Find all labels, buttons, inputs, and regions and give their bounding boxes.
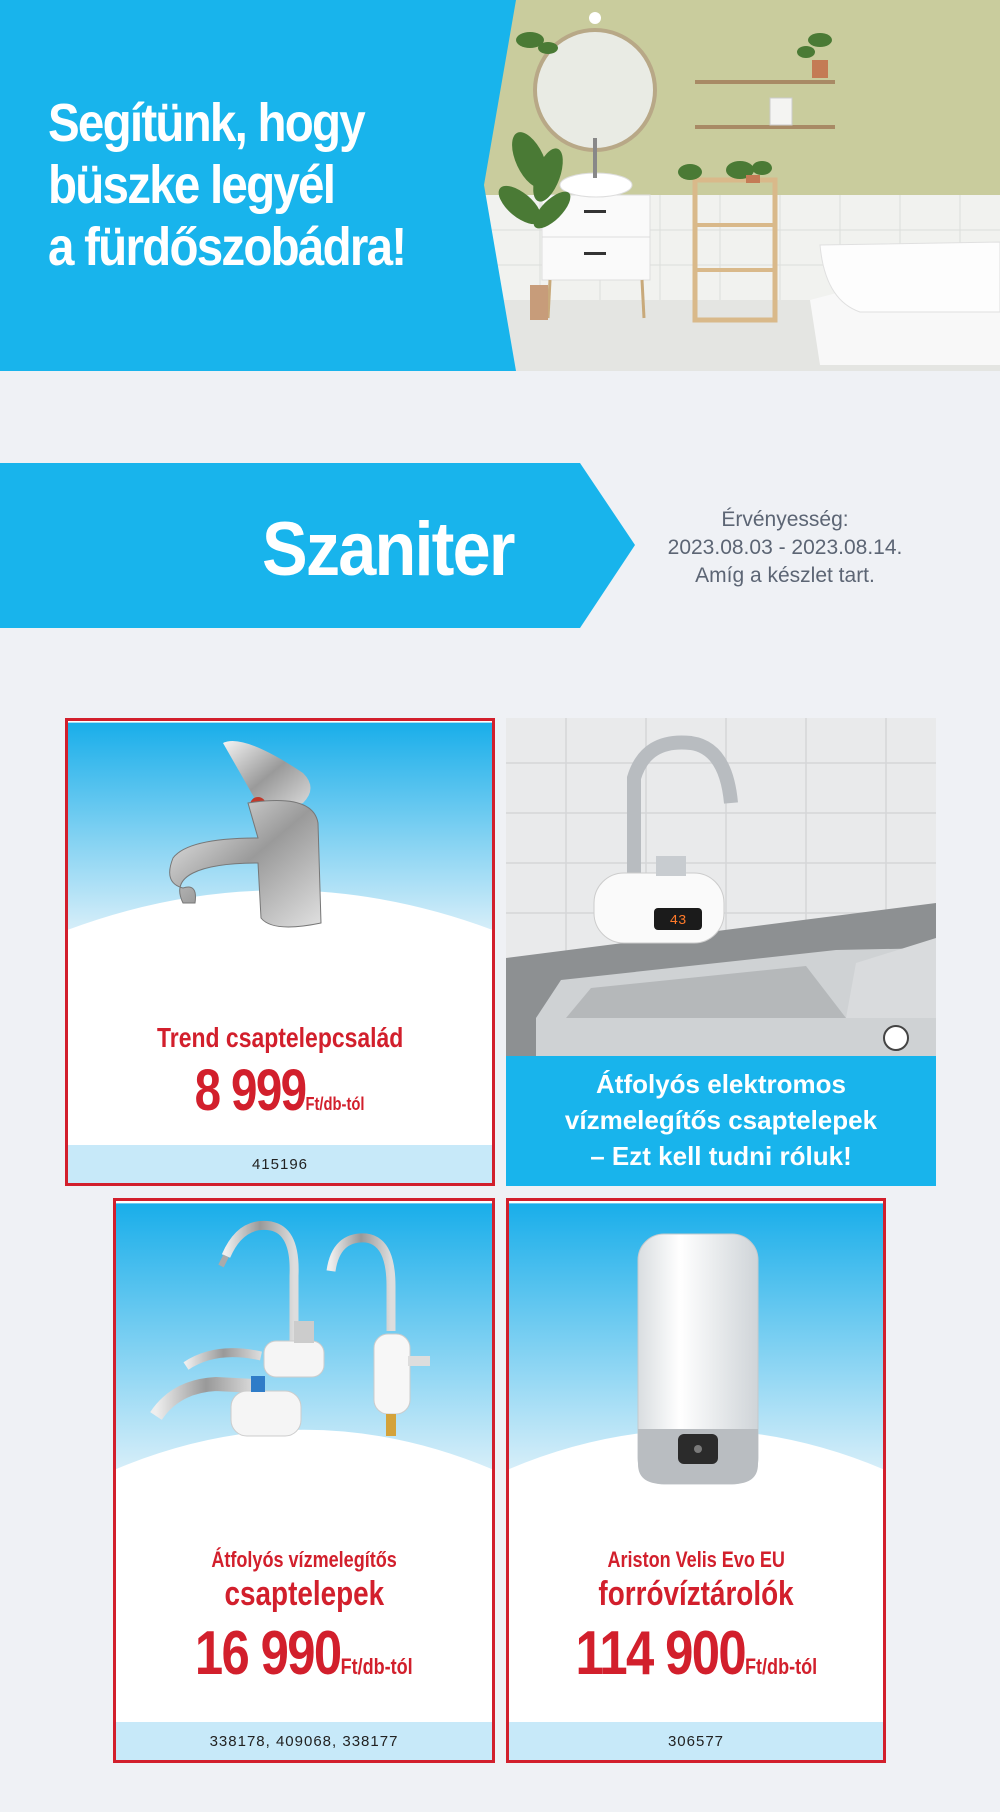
article-title-line: vízmelegítős csaptelepek	[564, 1105, 878, 1135]
price-unit: Ft/db-tól	[305, 1094, 365, 1114]
article-title-line: Átfolyós elektromos	[596, 1069, 846, 1099]
water-heater-image	[633, 1229, 763, 1499]
product-card-instant-heater-faucets[interactable]	[113, 1198, 495, 1763]
hero-title-line: büszke legyél	[48, 155, 335, 215]
hero-title-line: Segítünk, hogy	[48, 93, 364, 153]
article-card[interactable]	[506, 718, 936, 1186]
validity-dates: 2023.08.03 - 2023.08.14.	[667, 536, 903, 559]
product-codes: 306577	[509, 1722, 883, 1760]
price-value: 8 999	[195, 1058, 306, 1123]
product-price	[116, 1619, 492, 1705]
hero-banner[interactable]	[0, 0, 1000, 371]
product-name: Trend csaptelepcsalád	[156, 1022, 404, 1053]
product-name-line2: csaptelepek	[224, 1575, 384, 1613]
hero-title	[48, 92, 435, 278]
product-card-ariston-water-heater[interactable]	[506, 1198, 886, 1763]
product-name-line1: Ariston Velis Evo EU	[607, 1547, 785, 1572]
product-codes: 338178, 409068, 338177	[116, 1722, 492, 1760]
price-value: 16 990	[195, 1619, 341, 1688]
product-codes: 415196	[68, 1145, 492, 1183]
product-name-line2: forróvíztárolók	[598, 1575, 794, 1613]
single-lever-faucet-image	[153, 733, 393, 943]
price-unit: Ft/db-tól	[340, 1654, 413, 1679]
validity-label: Érvényesség:	[721, 508, 849, 531]
validity-info	[560, 506, 1000, 590]
bathroom-photo	[480, 0, 1000, 371]
article-title	[506, 1066, 936, 1174]
product-card-trend[interactable]	[65, 718, 495, 1186]
instant-heater-faucets-image	[146, 1216, 446, 1466]
product-price	[68, 1059, 492, 1138]
category-title: Szaniter	[262, 507, 514, 592]
price-value: 114 900	[575, 1619, 745, 1688]
instant-heater-sink-photo	[506, 718, 936, 1056]
article-title-line: – Ezt kell tudni róluk!	[590, 1141, 852, 1171]
price-unit: Ft/db-tól	[744, 1654, 817, 1679]
stock-note: Amíg a készlet tart.	[695, 564, 875, 587]
product-price	[509, 1619, 883, 1705]
hero-title-line: a fürdőszobádra!	[48, 217, 406, 277]
heater-display-readout: 43	[669, 913, 687, 929]
product-name-line1: Átfolyós vízmelegítős	[211, 1547, 397, 1572]
